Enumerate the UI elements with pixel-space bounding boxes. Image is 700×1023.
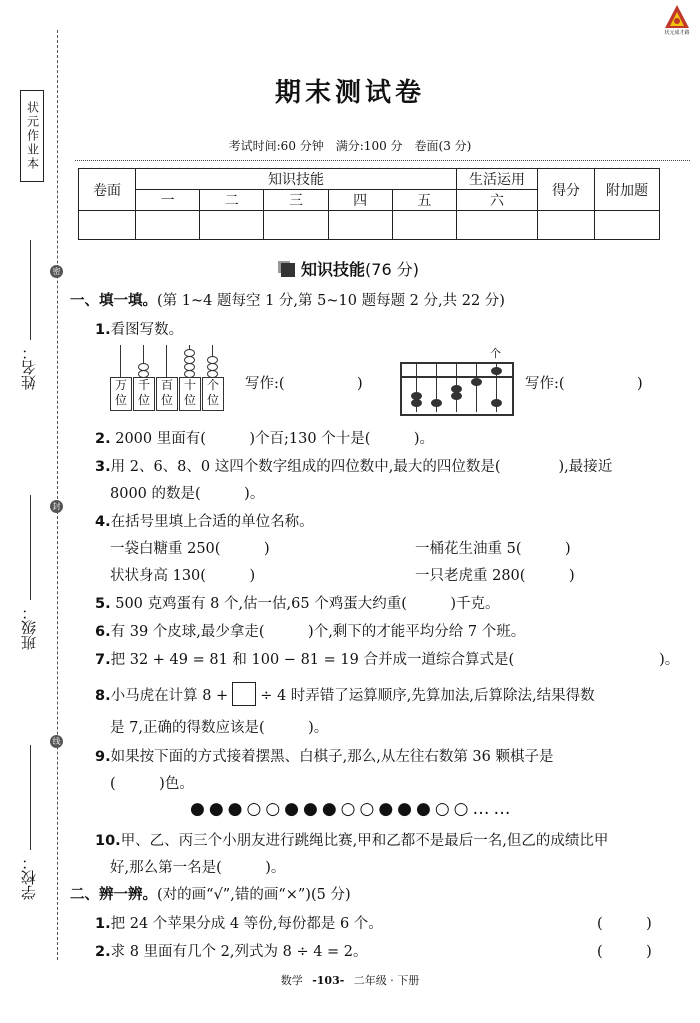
bead [451, 392, 462, 400]
q7-num: 7. [95, 652, 111, 668]
q1-num: 1. [95, 322, 111, 338]
judge-1-answer[interactable]: ( ) [597, 916, 652, 932]
q1-text: 看图写数。 [110, 322, 184, 338]
judge-1-text: 把 24 个苹果分成 4 等份,每份都是 6 个。 [110, 916, 383, 932]
cell-col-3: 三 [264, 190, 328, 211]
score-cell[interactable] [136, 211, 200, 240]
q2 [95, 427, 434, 448]
q7-text[interactable]: 把 32 + 49 = 81 和 100 − 81 = 19 合并成一道综合算式是( )。 [110, 652, 680, 668]
part1-heading-line [70, 289, 505, 310]
q8-text-b: ÷ 4 时弄错了运算顺序,先算加法,后算除法,结果得数 [260, 688, 595, 704]
q3-num: 3. [95, 459, 111, 475]
bead [491, 367, 502, 375]
seal-mark-mi: 密 [50, 265, 63, 278]
publisher-logo-icon [664, 4, 690, 30]
judge-2-text: 求 8 里面有几个 2,列式为 8 ÷ 4 = 2。 [110, 944, 368, 960]
place-bai: 百位 [156, 377, 178, 411]
judge-2-num: 2. [95, 944, 111, 960]
part2-heading: 二、辨一辨。 [70, 886, 157, 903]
q4-a[interactable]: 一袋白糖重 250( ) [110, 541, 270, 557]
q10-num: 10. [95, 833, 121, 849]
abacus-ge-label: 个 [490, 347, 501, 360]
section-score: (76 分) [365, 260, 419, 279]
school-label: 学校： [20, 855, 38, 900]
place-qian: 千位 [133, 377, 155, 411]
q8-text-a: 小马虎在计算 8 + [110, 688, 229, 704]
q3-text2[interactable]: 8000 的数是( )。 [110, 486, 265, 502]
judge-1 [95, 912, 383, 933]
place-shi: 十位 [179, 377, 201, 411]
q9 [95, 745, 554, 766]
book-label: 状元作业本 [20, 90, 44, 182]
part2-heading-line [70, 883, 351, 904]
seal-mark-feng: 封 [50, 500, 63, 513]
q5 [95, 592, 500, 613]
place-ge: 个位 [202, 377, 224, 411]
q3-text[interactable]: 用 2、6、8、0 这四个数字组成的四位数中,最大的四位数是( ),最接近 [110, 459, 613, 475]
class-underline [30, 495, 31, 600]
q9-text: 如果按下面的方式接着摆黑、白棋子,那么,从左往右数第 36 颗棋子是 [110, 749, 554, 765]
cell-zhishi: 知识技能 [136, 169, 457, 190]
score-cell[interactable] [595, 211, 660, 240]
score-cell[interactable] [457, 211, 538, 240]
q4 [95, 510, 314, 531]
q10-text2[interactable]: 好,那么第一名是( )。 [110, 860, 286, 876]
q2-text[interactable]: 2000 里面有( )个百;130 个十是( )。 [110, 431, 435, 447]
q6-text[interactable]: 有 39 个皮球,最少拿走( )个,剩下的才能平均分给 7 个班。 [110, 624, 526, 640]
bead [431, 399, 442, 407]
page-footer [0, 972, 700, 988]
judge-2-answer[interactable]: ( ) [597, 944, 652, 960]
name-label: 姓名： [20, 345, 38, 390]
q8-num: 8. [95, 688, 111, 704]
score-cell[interactable] [200, 211, 264, 240]
stone-sequence: ●●●○○●●●○○●●●○○…… [190, 799, 515, 819]
q7 [95, 648, 679, 669]
q6 [95, 620, 525, 641]
school-underline [30, 745, 31, 850]
name-underline [30, 240, 31, 340]
class-label: 班级： [20, 605, 38, 650]
q9-text2[interactable]: ( )色。 [110, 776, 194, 792]
score-table [78, 168, 660, 240]
cell-col-6: 六 [457, 190, 538, 211]
q2-num: 2. [95, 431, 111, 447]
cell-fujia: 附加题 [595, 169, 660, 211]
place-wan: 万位 [110, 377, 132, 411]
bead [411, 399, 422, 407]
q4-c[interactable]: 状状身高 130( ) [110, 568, 256, 584]
footer-subject: 数学 [280, 974, 303, 987]
score-cell[interactable] [538, 211, 595, 240]
logo-text: 状元成才路 [664, 30, 690, 36]
part1-note: (第 1~4 题每空 1 分,第 5~10 题每题 2 分,共 22 分) [157, 293, 505, 309]
cell-defen: 得分 [538, 169, 595, 211]
q8-text2[interactable]: 是 7,正确的得数应该是( )。 [110, 720, 329, 736]
section-title: 知识技能 [301, 260, 366, 279]
judge-2 [95, 940, 368, 961]
cell-col-1: 一 [136, 190, 200, 211]
q9-num: 9. [95, 749, 111, 765]
part2-note: (对的画“√”,错的画“×”)(5 分) [157, 887, 351, 903]
q8-answer-box[interactable] [232, 682, 256, 706]
cell-shenghuo: 生活运用 [457, 169, 538, 190]
q4-d[interactable]: 一只老虎重 280( ) [415, 568, 575, 584]
q10-text: 甲、乙、丙三个小朋友进行跳绳比赛,甲和乙都不是最后一名,但乙的成绩比甲 [120, 833, 609, 849]
judge-1-num: 1. [95, 916, 111, 932]
bead [491, 399, 502, 407]
cell-col-4: 四 [328, 190, 392, 211]
score-cell[interactable] [264, 211, 328, 240]
score-cell[interactable] [392, 211, 456, 240]
q5-num: 5. [95, 596, 111, 612]
page-title: 期末测试卷 [274, 78, 425, 108]
q4-text: 在括号里填上合适的单位名称。 [110, 514, 314, 530]
exam-info: 考试时间:60 分钟 满分:100 分 卷面(3 分) [228, 139, 472, 153]
footer-grade: 二年级 · 下册 [353, 974, 420, 987]
q1-write-2[interactable]: 写作:( ) [525, 376, 643, 392]
cell-col-5: 五 [392, 190, 456, 211]
rod [476, 364, 477, 412]
abacus-figure [400, 362, 514, 416]
q6-num: 6. [95, 624, 111, 640]
score-cell[interactable] [328, 211, 392, 240]
q1 [95, 318, 183, 339]
q1-write-1[interactable]: 写作:( ) [245, 376, 363, 392]
seal-mark-xian: 线 [50, 735, 63, 748]
bead [471, 378, 482, 386]
cell-juanmian: 卷面 [79, 169, 136, 211]
section-heading [0, 257, 700, 280]
q5-text[interactable]: 500 克鸡蛋有 8 个,估一估,65 个鸡蛋大约重( )千克。 [110, 596, 500, 612]
rod [120, 345, 121, 377]
rod [166, 345, 167, 377]
binding-dashed-line [57, 30, 58, 960]
cell-col-2: 二 [200, 190, 264, 211]
q4-b[interactable]: 一桶花生油重 5( ) [415, 541, 571, 557]
q8 [95, 682, 595, 706]
footer-page-number: -103- [312, 974, 345, 987]
q3 [95, 455, 612, 476]
q4-num: 4. [95, 514, 111, 530]
q10 [95, 829, 608, 850]
part1-heading: 一、填一填。 [70, 292, 157, 309]
section-square-icon [281, 263, 295, 277]
dotted-divider [75, 160, 690, 161]
score-cell[interactable] [79, 211, 136, 240]
